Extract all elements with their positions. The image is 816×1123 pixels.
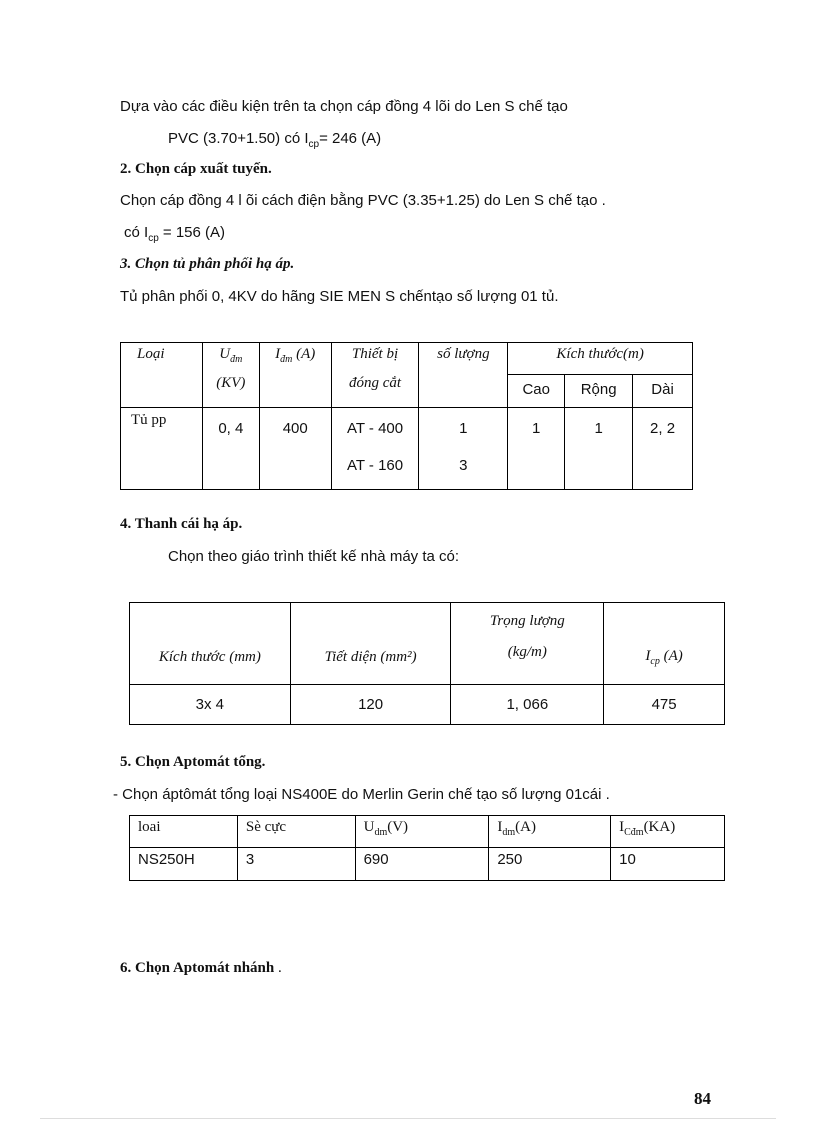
cell-trong-luong: 1, 066 bbox=[451, 685, 604, 725]
cell-idm: 250 bbox=[489, 848, 611, 881]
header-so-cuc: Sè cực bbox=[237, 816, 355, 848]
cell-thiet-bi: AT - 400 AT - 160 bbox=[331, 408, 419, 490]
cell-loai: Tủ pp bbox=[121, 408, 203, 490]
header-idm: $I_{dm}(A)$ bbox=[489, 816, 611, 848]
page-number: 84 bbox=[694, 1089, 711, 1108]
section-6-suffix: . bbox=[274, 960, 282, 976]
section-5-text: - Chọn áptômát tổng loại NS400E do Merlin Gerin chế tạo số lượng 01cái . bbox=[113, 786, 610, 803]
section-2-heading: 2. Chọn cáp xuất tuyến. bbox=[120, 161, 272, 177]
section-2-text: Chọn cáp đồng 4 l õi cách điện bằng PVC (3.35+1.25) do Len S chế tạo . bbox=[120, 192, 606, 209]
cell-so-cuc: 3 bbox=[237, 848, 355, 881]
busbar-table bbox=[129, 602, 725, 725]
header-rong: Rộng bbox=[565, 375, 633, 408]
main-breaker-table bbox=[129, 815, 725, 881]
intro-paragraph: Dựa vào các điều kiện trên ta chọn cáp đồng 4 lõi do Len S chế tạo bbox=[120, 98, 568, 115]
cell-u: 0, 4 bbox=[202, 408, 259, 490]
section-6-heading bbox=[120, 960, 282, 977]
section-4-text: Chọn theo giáo trình thiết kế nhà máy ta có: bbox=[168, 548, 460, 565]
cell-icdm: 10 bbox=[611, 848, 725, 881]
section-5-heading: 5. Chọn Aptomát tổng. bbox=[120, 754, 266, 770]
section-3-heading: 3. Chọn tủ phân phối hạ áp. bbox=[120, 256, 295, 272]
icp-sub: cp bbox=[148, 233, 159, 244]
header-tiet-dien: Tiết diện (mm²) bbox=[290, 603, 451, 685]
header-i: $I_{đm}$ (A) bbox=[259, 343, 331, 408]
page-bottom-rule bbox=[40, 1118, 776, 1119]
cable-spec-sub: cp bbox=[308, 139, 320, 150]
header-kich-thuoc-mm: Kích thước (mm) bbox=[130, 603, 291, 685]
cell-cao: 1 bbox=[508, 408, 565, 490]
header-trong-luong: Trọng lượng (kg/m) bbox=[451, 603, 604, 685]
cell-i: 400 bbox=[259, 408, 331, 490]
cable-spec-text: PVC (3.70+1.50) có I bbox=[168, 130, 309, 147]
cable-spec-value: = 246 (A) bbox=[319, 130, 382, 147]
header-kich-thuoc: Kích thước(m) bbox=[508, 343, 693, 375]
header-loai: Loại bbox=[121, 343, 203, 408]
header-icp: $I_{cp}$ (A) bbox=[604, 603, 725, 685]
cell-rong: 1 bbox=[565, 408, 633, 490]
header-icdm: $I_{Cđm}(KA)$ bbox=[611, 816, 725, 848]
cable-spec-line bbox=[168, 130, 381, 150]
header-thiet-bi: Thiết bị đóng cắt bbox=[331, 343, 419, 408]
section-4-heading: 4. Thanh cái hạ áp. bbox=[120, 516, 243, 532]
cell-tiet-dien: 120 bbox=[290, 685, 451, 725]
header-dai: Dài bbox=[633, 375, 693, 408]
section-3-text: Tủ phân phối 0, 4KV do hãng SIE MEN S chếntạo số lượng 01 tủ. bbox=[120, 288, 559, 305]
header-cao: Cao bbox=[508, 375, 565, 408]
section-6-title: 6. Chọn Aptomát nhánh bbox=[120, 960, 275, 976]
header-so-luong: số lượng bbox=[419, 343, 508, 408]
icp-value: = 156 (A) bbox=[158, 224, 226, 241]
cell-icp: 475 bbox=[604, 685, 725, 725]
cell-udm: 690 bbox=[355, 848, 489, 881]
section-2-icp bbox=[124, 224, 225, 244]
cell-loai-ab: NS250H bbox=[130, 848, 238, 881]
header-udm: $U_{dm}(V)$ bbox=[355, 816, 489, 848]
cell-kt-mm: 3x 4 bbox=[130, 685, 291, 725]
cell-so-luong: 1 3 bbox=[419, 408, 508, 490]
cell-dai: 2, 2 bbox=[633, 408, 693, 490]
icp-label: có I bbox=[124, 224, 149, 241]
header-u: $U_{đm}$ (KV) bbox=[202, 343, 259, 408]
distribution-cabinet-table bbox=[120, 342, 693, 490]
header-loai-ab: loai bbox=[130, 816, 238, 848]
